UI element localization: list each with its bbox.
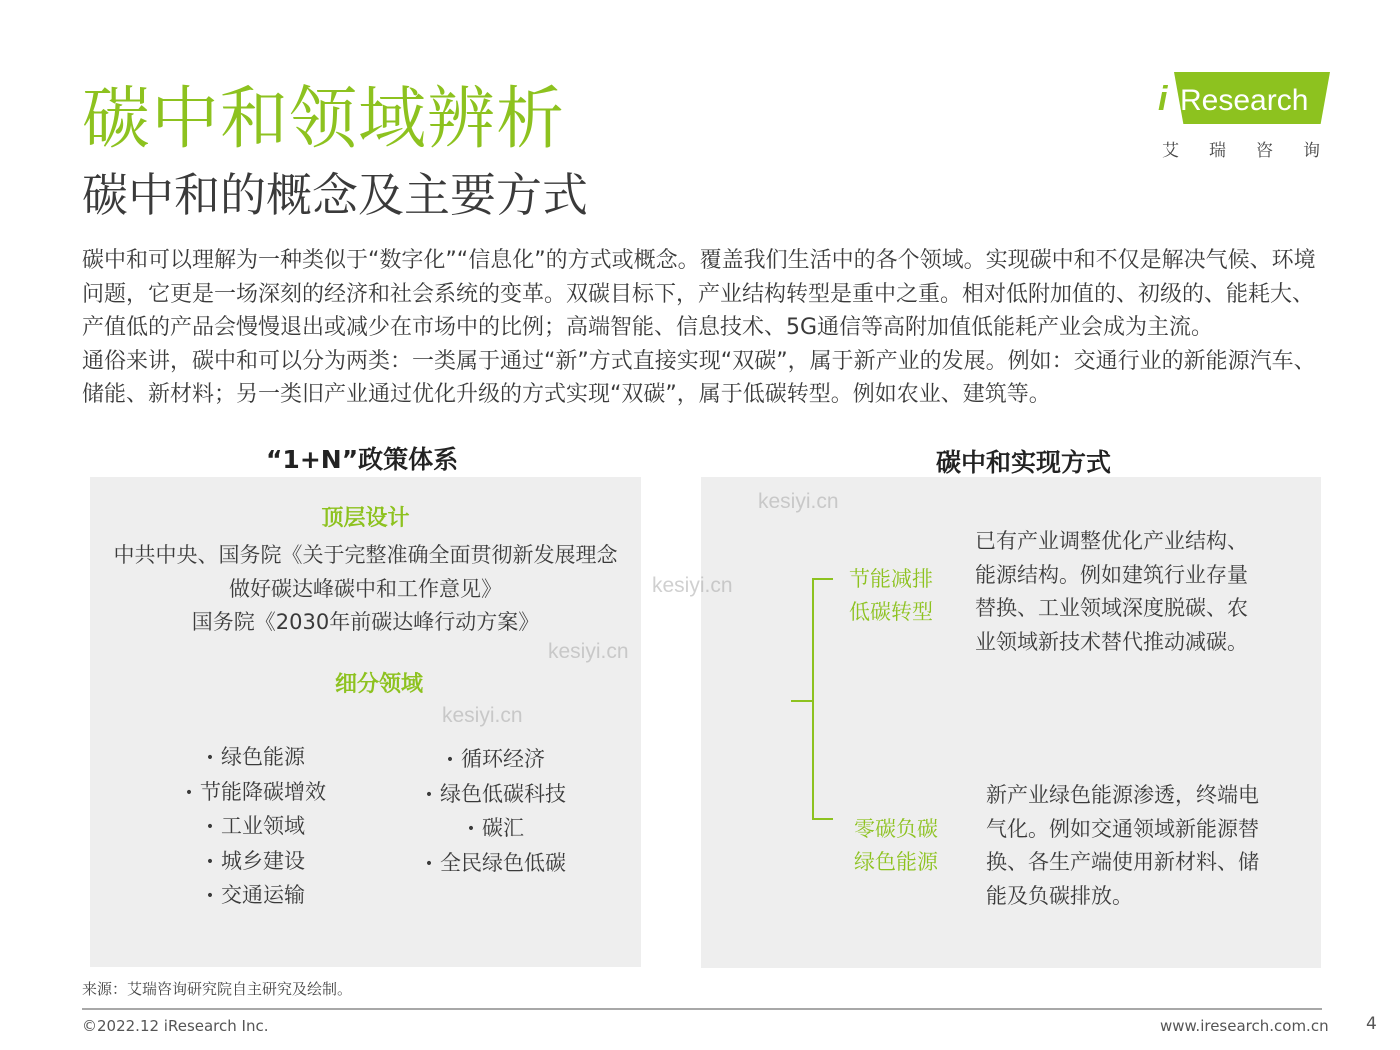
bullet-icon: •	[424, 855, 434, 872]
list-item: • 交通运输	[152, 879, 352, 914]
bullet-icon: •	[205, 888, 215, 904]
page-subtitle: 碳中和的概念及主要方式	[82, 168, 588, 222]
sub-fields-heading: 细分领域	[334, 672, 423, 697]
document-line: 中共中央、国务院《关于完整准确全面贯彻新发展理念	[113, 543, 618, 567]
methods-panel	[701, 477, 1321, 968]
top-design-documents	[90, 539, 641, 640]
document-line: 做好碳达峰碳中和工作意见》	[229, 576, 502, 601]
list-item: • 全民绿色低碳	[392, 847, 592, 882]
sub-fields-list-right	[392, 743, 592, 881]
policy-panel	[90, 477, 641, 967]
footer-divider	[82, 1008, 1322, 1010]
branch1-description: 已有产业调整优化产业结构、能源结构。例如建筑行业存量替换、工业领域深度脱碳、农业领域新技术替代推动减碳。	[975, 529, 1248, 654]
bullet-icon: •	[466, 821, 476, 837]
watermark: kesiyi.cn	[548, 640, 629, 663]
top-design-heading: 顶层设计	[321, 506, 410, 531]
bullet-icon: •	[205, 853, 215, 870]
list-item: • 绿色能源	[152, 741, 352, 776]
branch2-label: 零碳负碳 绿色能源	[854, 817, 938, 874]
branch2-description: 新产业绿色能源渗透，终端电气化。例如交通领域新能源替换、各生产端使用新材料、储能及负碳排放。	[986, 783, 1259, 908]
intro-text	[82, 244, 1328, 412]
list-item: • 城乡建设	[152, 845, 352, 880]
list-item: • 循环经济	[392, 743, 592, 778]
bullet-icon: •	[205, 750, 215, 766]
watermark: kesiyi.cn	[442, 704, 523, 727]
logo-chinese: 艾瑞咨询	[1162, 141, 1350, 161]
source-note: 来源：艾瑞咨询研究院自主研究及绘制。	[82, 980, 353, 998]
branch-bracket	[789, 575, 835, 823]
watermark: kesiyi.cn	[652, 574, 733, 597]
watermark: kesiyi.cn	[758, 490, 839, 513]
methods-section-title: 碳中和实现方式	[936, 448, 1112, 477]
page-number: 4	[1366, 1014, 1377, 1034]
bullet-icon: •	[184, 784, 194, 801]
intro-paragraph-2: 通俗来讲，碳中和可以分为两类：一类属于通过“新”方式直接实现“双碳”，属于新产业的发展。例如：交通行业的新能源汽车、储能、新材料；另一类旧产业通过优化升级的方式实现“双碳”，属于低碳转型。例如农业、建筑等。	[82, 348, 1316, 407]
document-line: 国务院《2030年前碳达峰行动方案》	[191, 610, 540, 634]
iresearch-logo	[1158, 72, 1350, 162]
page-title: 碳中和领域辨析	[82, 80, 566, 159]
policy-section-title: “1+N”政策体系	[266, 445, 459, 474]
branch1-label: 节能减排 低碳转型	[849, 567, 933, 624]
list-item: • 绿色低碳科技	[392, 778, 592, 813]
bullet-icon: •	[205, 819, 215, 835]
website-link[interactable]: www.iresearch.com.cn	[1160, 1017, 1329, 1035]
copyright: ©2022.12 iResearch Inc.	[82, 1017, 269, 1035]
bullet-icon: •	[424, 786, 434, 803]
bullet-icon: •	[445, 752, 455, 768]
intro-paragraph-1: 碳中和可以理解为一种类似于“数字化”“信息化”的方式或概念。覆盖我们生活中的各个领域。实现碳中和不仅是解决气候、环境问题，它更是一场深刻的经济和社会系统的变革。双碳目标下，产业结构转型是重中之重。相对低附加值的、初级的、能耗大、产值低的产品会慢慢退出或减少在市场中的比例；高端智能、信息技术、5G通信等高附加值低能耗产业会成为主流。	[82, 248, 1316, 340]
list-item: • 碳汇	[392, 812, 592, 847]
sub-fields-list-left	[152, 741, 352, 914]
logo-text: Research	[1180, 84, 1309, 117]
list-item: • 节能降碳增效	[152, 776, 352, 811]
list-item: • 工业领域	[152, 810, 352, 845]
logo-i: i	[1158, 80, 1168, 118]
